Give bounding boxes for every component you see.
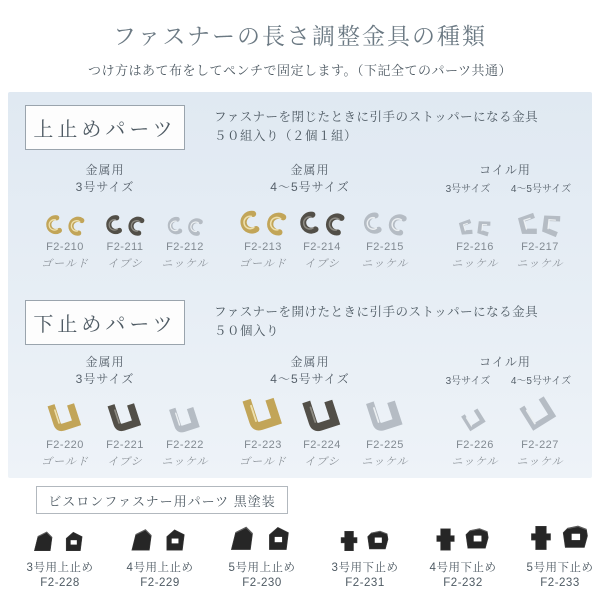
product-f2-233: 5号用下止め F2-233 <box>510 512 600 589</box>
product-f2-212: F2-212 ニッケル <box>147 200 223 271</box>
top-stopper-description <box>214 108 538 147</box>
clip-pair-image-nickel <box>347 196 423 238</box>
black-bottom-stop-pair-image <box>413 515 513 556</box>
bottom-stopper-description-line2: ５０個入り <box>214 324 280 339</box>
coil-size3-label-bottom: 3号サイズ <box>445 376 491 387</box>
product-f2-224: F2-224 イブシ <box>284 386 360 469</box>
blue-panel <box>8 92 592 478</box>
top-stopper-section-label: 上止めパーツ <box>25 105 185 150</box>
group-metal-45-bottom: 金属用 4～5号サイズ <box>270 355 350 387</box>
group-coil-top: コイル用 <box>479 163 531 177</box>
product-f2-230: 5号用上止め F2-230 <box>212 512 312 589</box>
top-stopper-description-line2: ５０組入り（２個１組） <box>214 129 358 144</box>
vislon-section-label: ビスロンファスナー用パーツ 黒塗装 <box>36 486 288 514</box>
coil-size3-label-top: 3号サイズ <box>445 184 491 195</box>
product-f2-229: 4号用上止め F2-229 <box>110 515 210 589</box>
product-f2-214: F2-214 イブシ <box>284 196 360 271</box>
black-top-stop-pair-image <box>212 512 312 556</box>
bottom-stopper-section-label: 下止めパーツ <box>25 300 185 345</box>
product-f2-216: F2-216 ニッケル <box>437 202 513 271</box>
black-top-stop-pair-image <box>10 518 110 556</box>
product-f2-232: 4号用下止め F2-232 <box>413 515 513 589</box>
product-f2-210: F2-210 ゴールド <box>27 200 103 271</box>
product-f2-222: F2-222 ニッケル <box>147 392 223 469</box>
coil-clip-image-nickel <box>502 198 578 238</box>
bottom-stopper-description-line1: ファスナーを開けたときに引手のストッパーになる金具 <box>214 305 539 319</box>
u-stopper-image-nickel <box>147 392 223 436</box>
group-coil-bottom: コイル用 <box>479 355 531 369</box>
page-subtitle: つけ方はあて布をしてペンチで固定します。（下記全てのパーツ共通） <box>88 63 512 78</box>
black-bottom-stop-pair-image <box>315 518 415 556</box>
bottom-stopper-description <box>214 303 538 342</box>
coil-j-stopper-image-nickel <box>502 388 578 436</box>
product-f2-215: F2-215 ニッケル <box>347 196 423 271</box>
product-f2-211: F2-211 イブシ <box>87 200 163 271</box>
coil-size45-label-bottom: 4～5号サイズ <box>510 376 572 387</box>
product-f2-228: 3号用上止め F2-228 <box>10 518 110 589</box>
product-f2-231: 3号用下止め F2-231 <box>315 518 415 589</box>
black-bottom-stop-pair-image <box>510 512 600 556</box>
product-f2-225: F2-225 ニッケル <box>347 386 423 469</box>
top-stopper-description-line1: ファスナーを閉じたときに引手のストッパーになる金具 <box>214 110 539 124</box>
group-metal-3-bottom: 金属用 3号サイズ <box>75 355 135 387</box>
group-metal-3-top: 金属用 3号サイズ <box>75 163 135 195</box>
product-f2-223: F2-223 ゴールド <box>225 386 301 469</box>
u-stopper-image-nickel <box>347 386 423 436</box>
product-f2-226: F2-226 ニッケル <box>437 394 513 469</box>
product-f2-213: F2-213 ゴールド <box>225 196 301 271</box>
clip-pair-image-nickel <box>147 200 223 238</box>
black-top-stop-pair-image <box>110 515 210 556</box>
coil-size45-label-top: 4～5号サイズ <box>510 184 572 195</box>
group-metal-45-top: 金属用 4～5号サイズ <box>270 163 350 195</box>
product-f2-221: F2-221 イブシ <box>87 392 163 469</box>
page-title: ファスナーの長さ調整金具の種類 <box>112 23 488 49</box>
product-f2-227: F2-227 ニッケル <box>502 388 578 469</box>
product-f2-217: F2-217 ニッケル <box>502 198 578 271</box>
product-f2-220: F2-220 ゴールド <box>27 392 103 469</box>
